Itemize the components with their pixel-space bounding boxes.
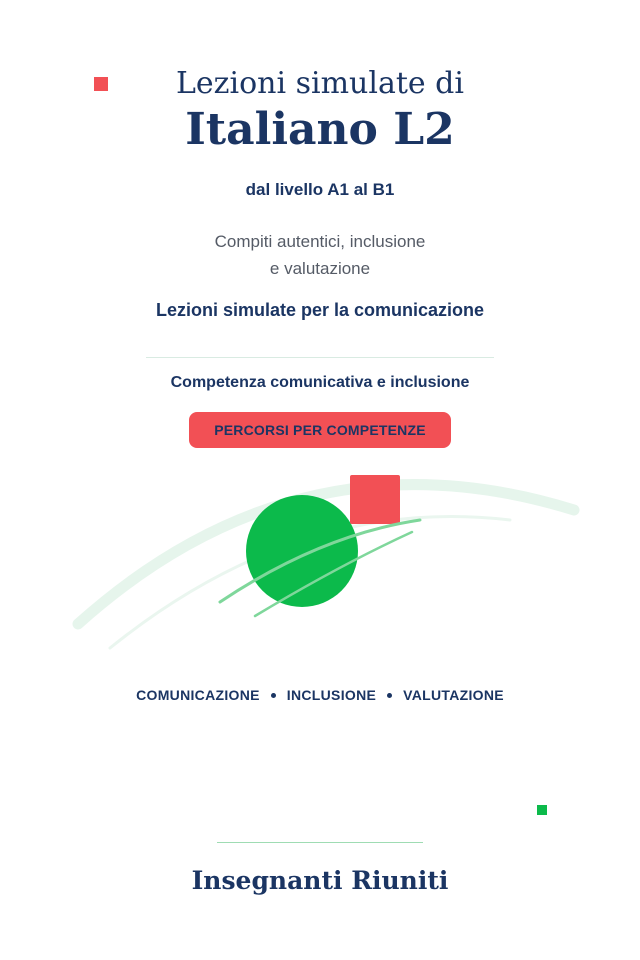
bullet-dot-icon <box>271 693 276 698</box>
lessons-heading: Lezioni simulate per la comunicazione <box>155 300 485 320</box>
green-circle <box>246 495 358 607</box>
competence-pill: PERCORSI PER COMPETENZE <box>189 412 451 448</box>
title-line-1: Lezioni simulate di <box>176 66 464 101</box>
divider-bottom <box>217 842 423 843</box>
divider-top <box>146 357 494 358</box>
author: Insegnanti Riuniti <box>191 866 449 895</box>
title-line-2: Italiano L2 <box>185 104 455 155</box>
subtitle-line-2: e valutazione <box>269 259 371 278</box>
keyword-inclusion: INCLUSIONE <box>286 687 377 703</box>
red-square <box>350 475 400 524</box>
subtitle <box>0 228 640 282</box>
keywords-row <box>0 687 640 703</box>
green-square-accent <box>537 805 547 815</box>
abstract-illustration <box>0 460 640 660</box>
bullet-dot-icon <box>387 693 392 698</box>
keyword-communication: COMUNICAZIONE <box>136 687 260 703</box>
level-range: dal livello A1 al B1 <box>245 180 395 199</box>
keyword-evaluation: VALUTAZIONE <box>403 687 504 703</box>
subtitle-line-1: Compiti autentici, inclusione <box>214 232 426 251</box>
competence-heading: Competenza comunicativa e inclusione <box>170 374 470 391</box>
